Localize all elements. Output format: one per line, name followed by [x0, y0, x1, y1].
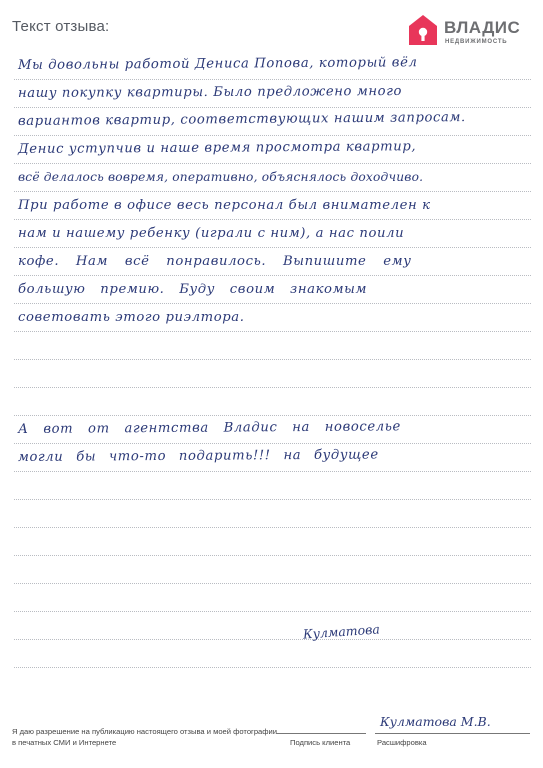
review-signature: Кулматова — [302, 621, 381, 642]
ruled-lines — [14, 0, 531, 700]
review-line: кофе. Нам всё понравилось. Выпишите ему — [18, 254, 412, 269]
decoding-label: Расшифровка — [377, 738, 427, 747]
client-signature-label: Подпись клиента — [290, 738, 351, 747]
ruled-line — [14, 611, 531, 612]
ruled-line — [14, 471, 531, 472]
ruled-line — [14, 359, 531, 360]
ruled-line — [14, 415, 531, 416]
ruled-line — [14, 527, 531, 528]
ruled-line — [14, 135, 531, 136]
form-title: Текст отзыва: — [12, 18, 110, 35]
ruled-line — [14, 247, 531, 248]
review-line: При работе в офисе весь персонал был внимателен к — [18, 198, 431, 213]
review-line: всё делалось вовремя, оперативно, объяснялось доходчиво. — [18, 170, 424, 184]
ruled-line — [14, 331, 531, 332]
ruled-line — [14, 275, 531, 276]
logo-name: ВЛАДИС — [444, 18, 521, 37]
ruled-line — [14, 107, 531, 108]
ruled-line — [14, 303, 531, 304]
review-line: большую премию. Буду своим знакомым — [18, 282, 367, 297]
postscript-line: А вот от агентства Владис на новоселье — [17, 419, 402, 437]
client-signature-line — [276, 733, 366, 734]
ruled-line — [14, 191, 531, 192]
ruled-line — [14, 555, 531, 556]
ruled-line — [14, 163, 531, 164]
ruled-line — [14, 667, 531, 668]
postscript-line: могли бы что-то подарить!!! на будущее — [17, 447, 379, 465]
ruled-line — [14, 387, 531, 388]
review-line: Денис уступчив и наше время просмотра квартир, — [17, 139, 417, 157]
logo-subtitle: НЕДВИЖИМОСТЬ — [445, 39, 508, 45]
review-line: нам и нашему ребенку (играли с ним), а нас поили — [18, 226, 405, 241]
ruled-line — [14, 79, 531, 80]
ruled-line — [14, 583, 531, 584]
publication-consent: Я даю разрешение на публикацию настоящего отзыва и моей фотографии в печатных СМИ и Интернете — [12, 727, 277, 747]
review-line: Мы довольны работой Дениса Попова, который вёл — [17, 55, 418, 73]
review-line: нашу покупку квартиры. Было предложено много — [17, 83, 403, 101]
ruled-line — [14, 499, 531, 500]
decoding-line — [375, 733, 530, 734]
decoding-value: Кулматова М.В. — [380, 714, 491, 729]
review-line: вариантов квартир, соответствующих нашим запросам. — [17, 110, 466, 129]
review-line: советовать этого риэлтора. — [18, 310, 245, 325]
ruled-line — [14, 219, 531, 220]
ruled-line — [14, 443, 531, 444]
ruled-line — [14, 639, 531, 640]
